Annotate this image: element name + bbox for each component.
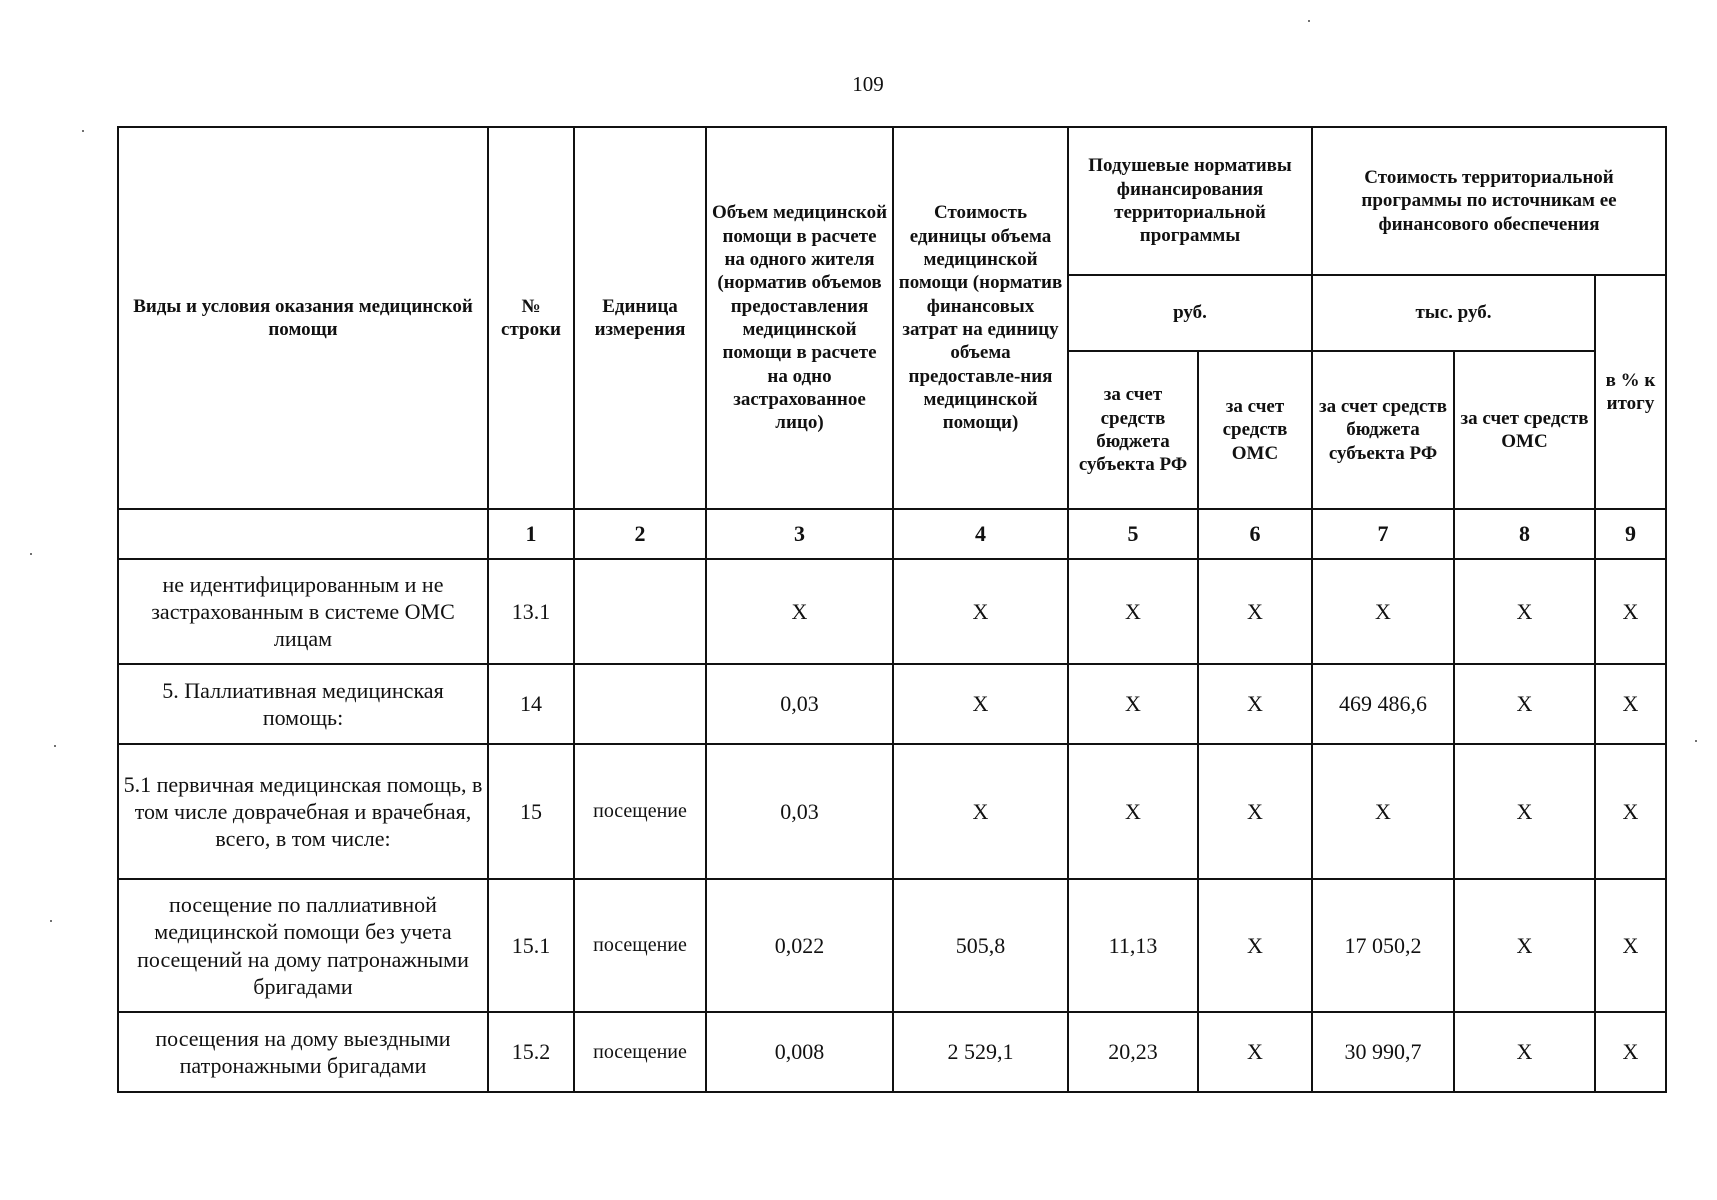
header-row-no: № строки (488, 127, 574, 509)
scan-speck (82, 130, 84, 132)
cell-col-7: 469 486,6 (1312, 664, 1454, 744)
header-volume: Объем медицинской помощи в расчете на одного жителя (норматив объемов предоставления медицинской помощи в расчете на одно застрахованное лицо) (706, 127, 893, 509)
cell-col-3: 0,022 (706, 879, 893, 1012)
cell-col-3: X (706, 559, 893, 664)
row-unit: посещение (574, 879, 706, 1012)
cell-col-7: 30 990,7 (1312, 1012, 1454, 1092)
header-program-cost-group: Стоимость территориальной программы по источникам ее финансового обеспечения (1312, 127, 1666, 275)
header-oms-6: за счет средств ОМС (1198, 351, 1312, 509)
cell-col-9: X (1595, 879, 1666, 1012)
row-kind: посещения на дому выездными патронажными бригадами (118, 1012, 488, 1092)
header-percent-total: в % к итогу (1595, 275, 1666, 509)
cell-col-7: 17 050,2 (1312, 879, 1454, 1012)
column-number: 5 (1068, 509, 1198, 559)
cell-col-3: 0,03 (706, 664, 893, 744)
row-unit (574, 664, 706, 744)
row-kind: 5. Паллиативная медицинская помощь: (118, 664, 488, 744)
cell-col-5: 11,13 (1068, 879, 1198, 1012)
table-row (118, 744, 1666, 879)
cell-col-4: 505,8 (893, 879, 1068, 1012)
cell-col-4: X (893, 559, 1068, 664)
column-number: 2 (574, 509, 706, 559)
cell-col-5: X (1068, 744, 1198, 879)
cell-col-6: X (1198, 744, 1312, 879)
scan-speck (54, 745, 56, 747)
cell-col-6: X (1198, 1012, 1312, 1092)
cell-col-4: X (893, 744, 1068, 879)
cell-col-8: X (1454, 879, 1595, 1012)
cell-col-8: X (1454, 664, 1595, 744)
cell-col-5: X (1068, 664, 1198, 744)
cell-col-8: X (1454, 744, 1595, 879)
header-oms-8: за счет средств ОМС (1454, 351, 1595, 509)
cell-col-3: 0,03 (706, 744, 893, 879)
page-number: 109 (852, 72, 884, 96)
financing-table (117, 126, 1667, 1093)
cell-col-4: X (893, 664, 1068, 744)
cell-col-7: X (1312, 744, 1454, 879)
column-number-blank (118, 509, 488, 559)
row-number: 13.1 (488, 559, 574, 664)
column-number: 6 (1198, 509, 1312, 559)
cell-col-7: X (1312, 559, 1454, 664)
cell-col-6: X (1198, 664, 1312, 744)
cell-col-9: X (1595, 744, 1666, 879)
column-number: 1 (488, 509, 574, 559)
header-kind: Виды и условия оказания медицинской помощи (118, 127, 488, 509)
cell-col-5: X (1068, 559, 1198, 664)
column-number: 7 (1312, 509, 1454, 559)
cell-col-5: 20,23 (1068, 1012, 1198, 1092)
row-kind: посещение по паллиативной медицинской помощи без учета посещений на дому патронажными бригадами (118, 879, 488, 1012)
header-cost: Стоимость единицы объема медицинской помощи (норматив финансовых затрат на единицу объема предоставле-ния медицинской помощи) (893, 127, 1068, 509)
header-per-capita-group: Подушевые нормативы финансирования территориальной программы (1068, 127, 1312, 275)
table-row (118, 559, 1666, 664)
cell-col-6: X (1198, 879, 1312, 1012)
row-number: 14 (488, 664, 574, 744)
table-row (118, 1012, 1666, 1092)
header-thousand-rub: тыс. руб. (1312, 275, 1595, 351)
scan-speck (1695, 740, 1697, 742)
row-number: 15.1 (488, 879, 574, 1012)
scan-speck (50, 920, 52, 922)
cell-col-4: 2 529,1 (893, 1012, 1068, 1092)
column-number: 3 (706, 509, 893, 559)
header-budget-rf-5: за счет средств бюджета субъекта РФ (1068, 351, 1198, 509)
cell-col-9: X (1595, 1012, 1666, 1092)
row-unit: посещение (574, 744, 706, 879)
column-number: 9 (1595, 509, 1666, 559)
scan-speck (1308, 20, 1310, 22)
row-kind: 5.1 первичная медицинская помощь, в том числе доврачебная и врачебная, всего, в том числе: (118, 744, 488, 879)
row-kind: не идентифицированным и не застрахованным в системе ОМС лицам (118, 559, 488, 664)
column-number: 8 (1454, 509, 1595, 559)
cell-col-8: X (1454, 1012, 1595, 1092)
scan-speck (30, 553, 32, 555)
cell-col-9: X (1595, 559, 1666, 664)
table-row (118, 879, 1666, 1012)
row-number: 15.2 (488, 1012, 574, 1092)
row-unit (574, 559, 706, 664)
cell-col-6: X (1198, 559, 1312, 664)
header-unit: Единица измерения (574, 127, 706, 509)
cell-col-8: X (1454, 559, 1595, 664)
table-row (118, 664, 1666, 744)
header-rub: руб. (1068, 275, 1312, 351)
header-budget-rf-7: за счет средств бюджета субъекта РФ (1312, 351, 1454, 509)
cell-col-9: X (1595, 664, 1666, 744)
cell-col-3: 0,008 (706, 1012, 893, 1092)
column-number: 4 (893, 509, 1068, 559)
row-number: 15 (488, 744, 574, 879)
row-unit: посещение (574, 1012, 706, 1092)
